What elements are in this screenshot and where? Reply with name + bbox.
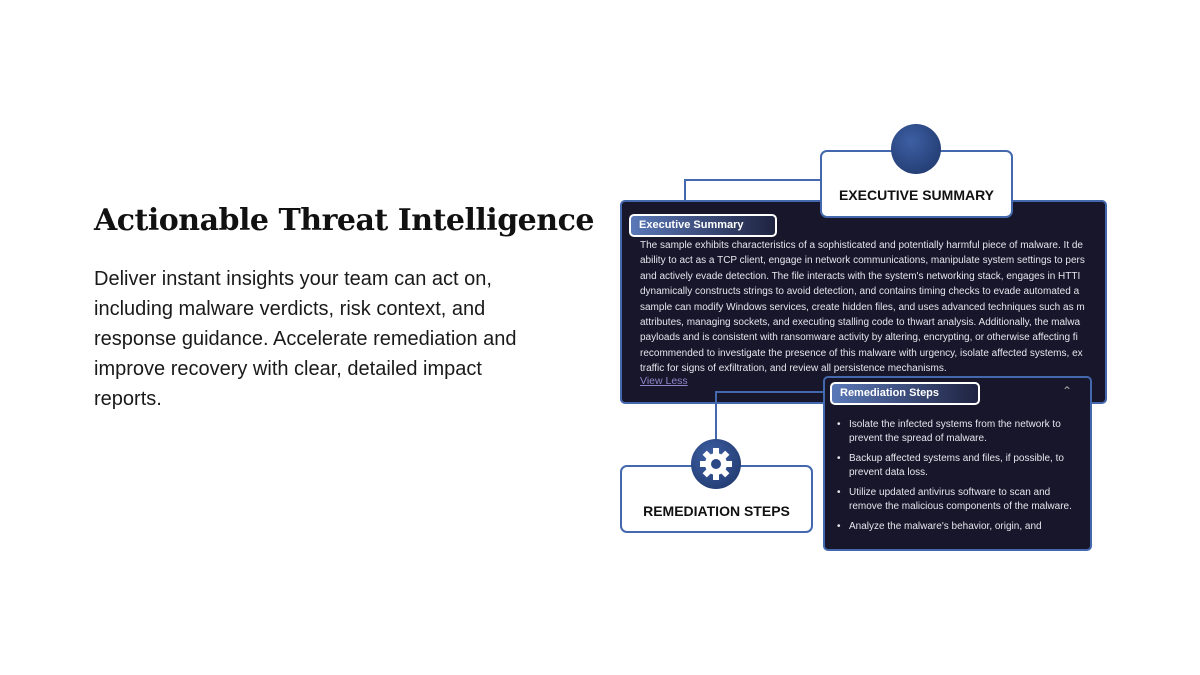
summary-line: The sample exhibits characteristics of a sophisticated and potentially harmful piece of malware. It de	[640, 240, 1083, 251]
summary-line: and actively evade detection. The file interacts with the system's networking stack, engages in HTTI	[640, 270, 1081, 282]
page-title: Actionable Threat Intelligence	[94, 203, 594, 238]
list-item: • Isolate the infected systems from the network to prevent the spread of malware.	[835, 418, 1085, 446]
callout-label: EXECUTIVE SUMMARY	[838, 187, 995, 203]
view-less-link[interactable]: View Less	[640, 375, 688, 387]
gear-icon	[691, 439, 741, 489]
callout-label: REMEDIATION STEPS	[643, 503, 790, 519]
executive-summary-text	[640, 238, 1085, 377]
list-item: • Utilize updated antivirus software to scan and remove the malicious components of the malware.	[835, 486, 1085, 514]
connector-line	[684, 179, 822, 181]
remediation-steps-card	[823, 376, 1092, 551]
description: Deliver instant insights your team can act on, including malware verdicts, risk context, and response guidance. Accelerate remediation and improve recovery with clear, detailed impact reports.	[94, 268, 517, 410]
summary-line: ability to act as a TCP client, engage in network communications, manipulate system settings to pers	[640, 255, 1085, 267]
summary-line: sample can modify Windows services, create hidden files, and uses advanced techniques such as m	[640, 301, 1085, 313]
summary-line: payloads and is consistent with ransomware activity by altering, encrypting, or otherwise affecting fi	[640, 332, 1078, 344]
summary-line: recommended to investigate the presence of this malware with urgency, isolate affected systems, ex	[640, 347, 1083, 359]
remediation-steps-label: Remediation Steps	[830, 382, 980, 405]
list-item: • Backup affected systems and files, if possible, to prevent data loss.	[835, 452, 1085, 480]
list-item: • Analyze the malware's behavior, origin, and	[835, 520, 1085, 534]
executive-summary-label: Executive Summary	[629, 214, 777, 237]
remediation-list	[835, 418, 1085, 540]
connector-line	[715, 391, 830, 393]
executive-summary-card	[620, 200, 1107, 404]
summary-circle-icon	[891, 124, 941, 174]
summary-line: attributes, managing sockets, and executing stalling code to thwart analysis. Additionally, the malwa	[640, 317, 1081, 329]
connector-line	[715, 391, 717, 441]
summary-line: traffic for signs of exfiltration, and review all persistence mechanisms.	[640, 363, 947, 375]
chevron-up-icon[interactable]: ⌃	[1061, 384, 1072, 398]
summary-line: dynamically constructs strings to avoid detection, and contains timing checks to evade automated a	[640, 286, 1080, 298]
